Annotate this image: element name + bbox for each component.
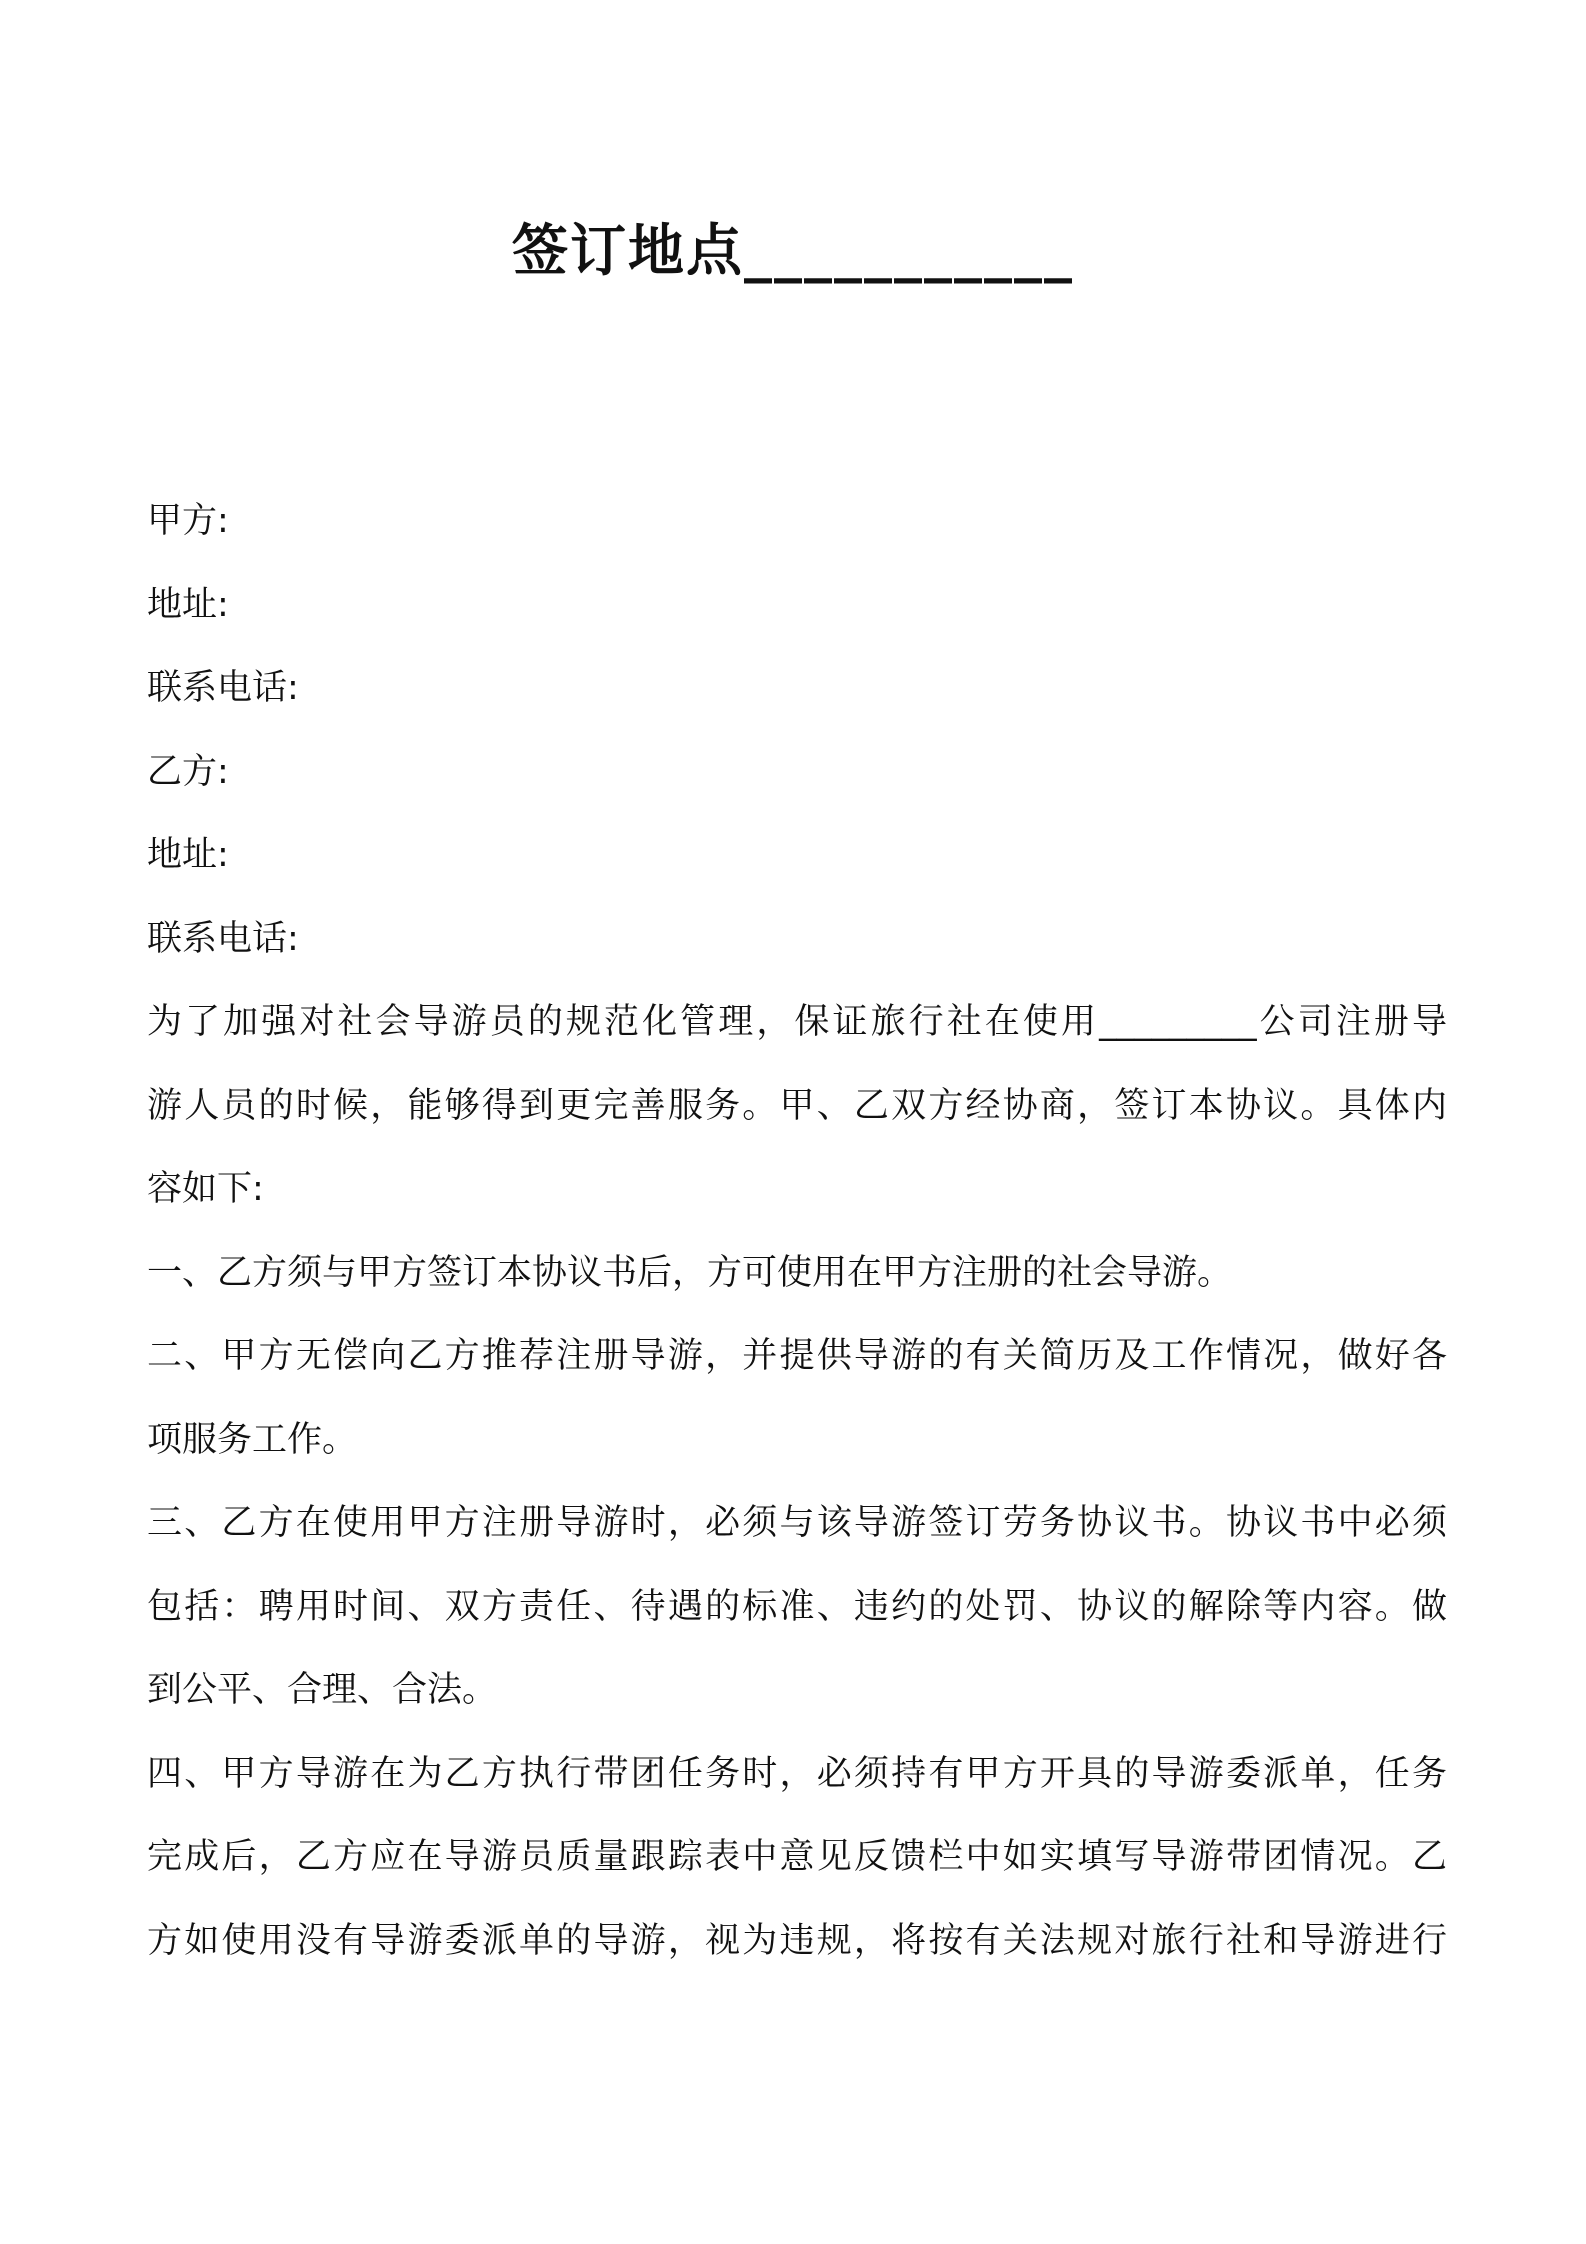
party-b-phone-label: 联系电话: xyxy=(147,918,299,959)
clause-1-line-1: 一、乙方须与甲方签订本协议书后，方可使用在甲方注册的社会导游。 xyxy=(147,1252,1233,1293)
party-b-name-label: 乙方: xyxy=(147,751,229,792)
clause-2-line-2: 项服务工作。 xyxy=(147,1419,358,1460)
clause-2-line-1: 二、甲方无偿向乙方推荐注册导游，并提供导游的有关简历及工作情况，做好各 xyxy=(147,1336,1447,1376)
party-a-name-label: 甲方: xyxy=(147,501,229,541)
clause-3-line-3: 到公平、合理、合法。 xyxy=(147,1670,498,1710)
document-title: 签订地点___________ xyxy=(512,219,1074,284)
clause-4-line-1: 四、甲方导游在为乙方执行带团任务时，必须持有甲方开具的导游委派单，任务 xyxy=(147,1753,1447,1794)
clause-3-line-1: 三、乙方在使用甲方注册导游时，必须与该导游签订劳务协议书。协议书中必须 xyxy=(147,1503,1447,1543)
party-b-address-label: 地址: xyxy=(147,835,229,875)
intro-line-3: 容如下: xyxy=(147,1169,264,1209)
document-body xyxy=(147,480,1447,1983)
party-a-phone-label: 联系电话: xyxy=(147,668,299,708)
intro-line-2: 游人员的时候，能够得到更完善服务。甲、乙双方经协商，签订本协议。具体内 xyxy=(147,1085,1447,1126)
party-a-address-label: 地址: xyxy=(147,584,229,625)
intro-line-1: 为了加强对社会导游员的规范化管理，保证旅行社在使用_________公司注册导 xyxy=(147,1002,1447,1042)
clause-3-line-2: 包括：聘用时间、双方责任、待遇的标准、违约的处罚、协议的解除等内容。做 xyxy=(147,1586,1447,1627)
clause-4-line-3: 方如使用没有导游委派单的导游，视为违规，将按有关法规对旅行社和导游进行 xyxy=(147,1920,1447,1961)
clause-4-line-2: 完成后，乙方应在导游员质量跟踪表中意见反馈栏中如实填写导游带团情况。乙 xyxy=(147,1837,1447,1877)
